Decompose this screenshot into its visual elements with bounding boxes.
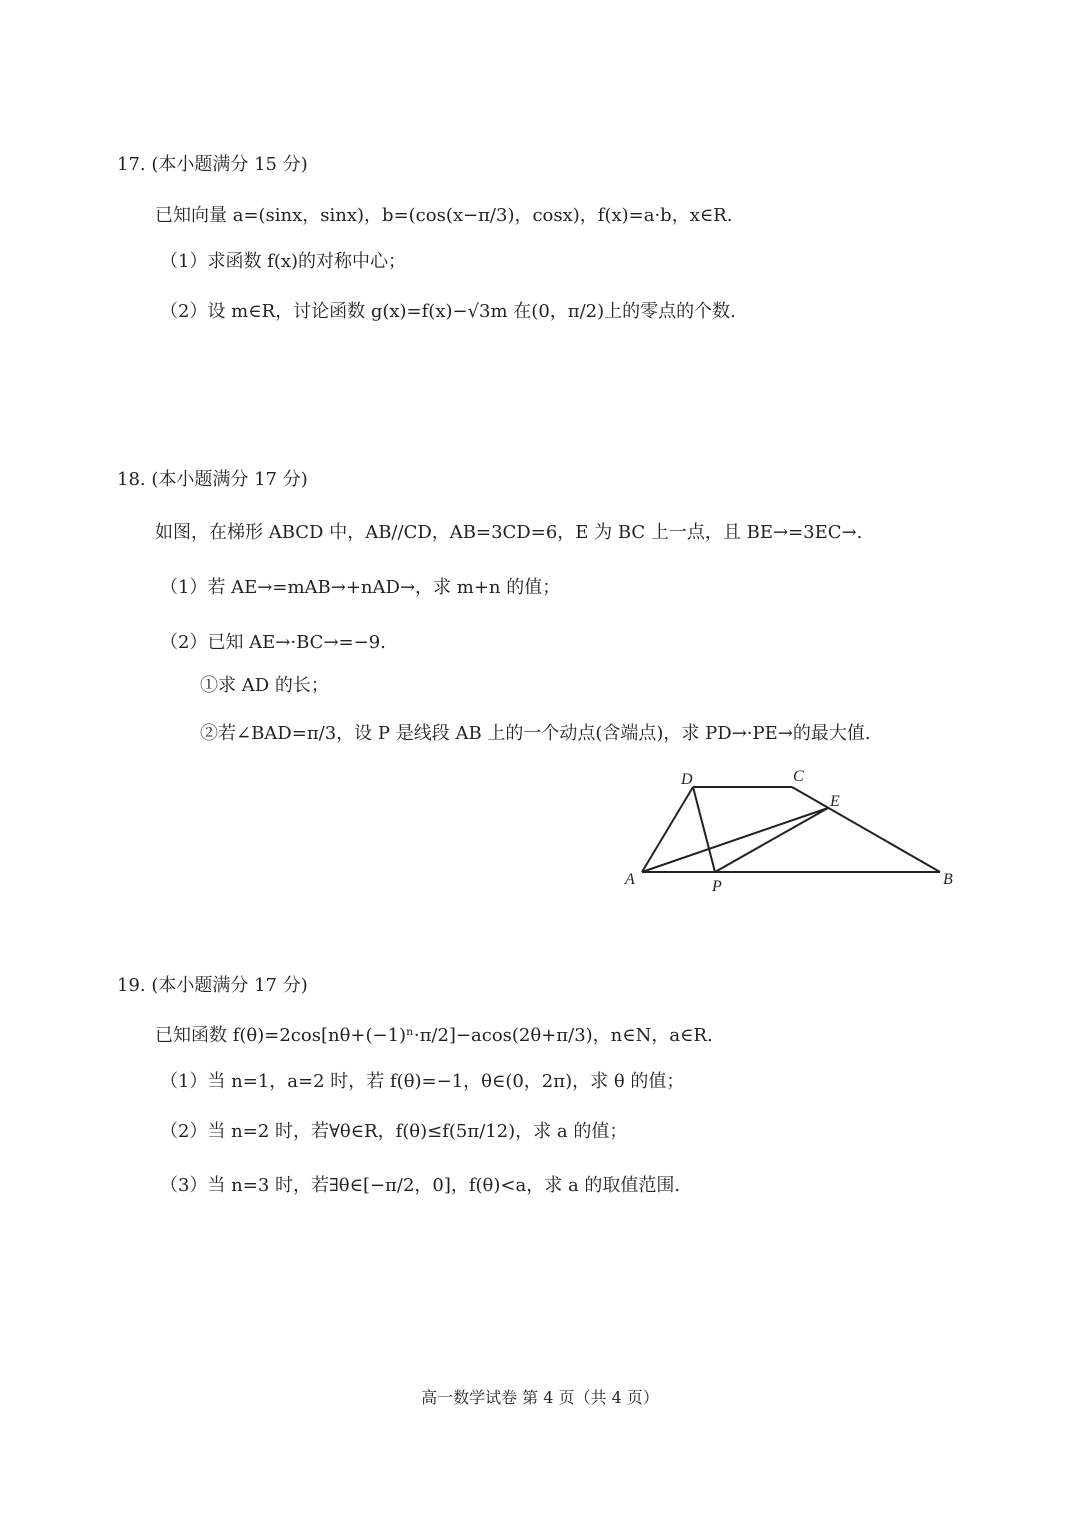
label-A: A [625,871,635,888]
q19-part1: （1）当 n=1，a=2 时，若 f(θ)=−1，θ∈(0，2π)，求 θ 的值； [160,1071,685,1092]
label-E: E [830,793,840,810]
q19-part2: （2）当 n=2 时，若∀θ∈R，f(θ)≤f(5π/12)，求 a 的值； [160,1121,628,1142]
segment-CB [792,787,940,872]
page-footer: 高一数学试卷 第 4 页（共 4 页） [421,1388,659,1407]
q17-part1: （1）求函数 f(x)的对称中心； [160,251,407,272]
q19-header: 19. (本小题满分 17 分) [117,975,308,996]
segment-AD [642,787,693,872]
q17-part2: （2）设 m∈R，讨论函数 g(x)=f(x)−√3m 在(0，π/2)上的零点的个数. [160,301,736,322]
q18-part2: （2）已知 AE→·BC→=−9. [160,632,386,653]
label-D: D [681,771,693,788]
label-C: C [793,768,804,785]
q19-part3: （3）当 n=3 时，若∃θ∈[−π/2，0]，f(θ)<a，求 a 的取值范围. [160,1175,681,1196]
q18-stem: 如图，在梯形 ABCD 中，AB//CD，AB=3CD=6，E 为 BC 上一点，且 BE→=3EC→. [155,522,863,543]
q18-header: 18. (本小题满分 17 分) [117,469,308,490]
segment-PD [693,787,715,872]
label-P: P [712,878,722,895]
q18-part1: （1）若 AE→=mAB→+nAD→，求 m+n 的值； [160,577,561,598]
q17-header: 17. (本小题满分 15 分) [117,154,308,175]
q18-part2b: ②若∠BAD=π/3，设 P 是线段 AB 上的一个动点(含端点)，求 PD→·PE→的最大值. [200,723,871,744]
q18-part2a: ①求 AD 的长； [200,675,329,696]
segment-AE [642,808,828,872]
trapezoid-figure [600,760,980,910]
q17-stem: 已知向量 a=(sinx，sinx)，b=(cos(x−π/3)，cosx)，f(x)=a·b，x∈R. [155,205,733,226]
q19-stem: 已知函数 f(θ)=2cos[nθ+(−1)ⁿ·π/2]−acos(2θ+π/3)，n∈N，a∈R. [155,1025,713,1046]
label-B: B [943,871,953,888]
